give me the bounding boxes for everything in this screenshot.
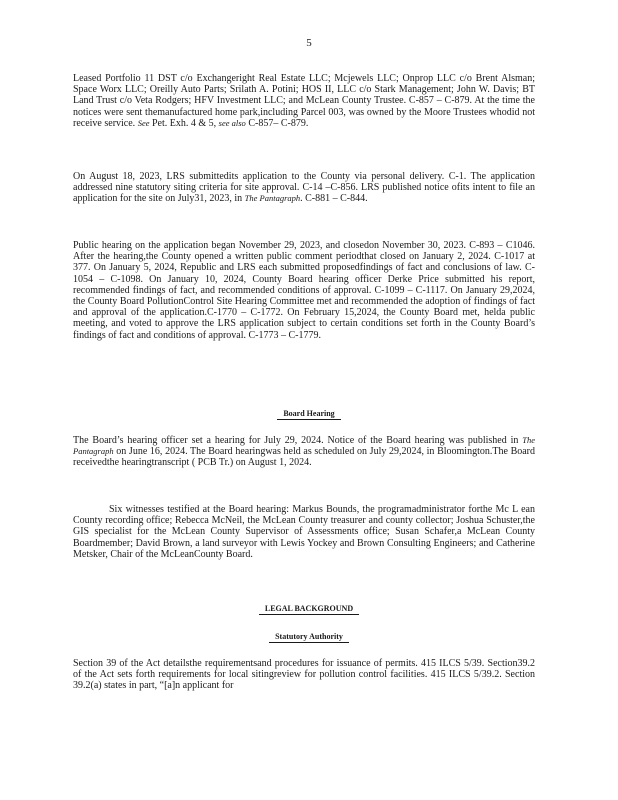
- paragraph-text: On August 18, 2023, LRS submittedits application to the County via personal delivery. C-1. The application addressed nine statutory siting criteria for site approval. C-14 –C-856. LRS published notice ofits intent to file an application for the site on July31, 2023, in: [73, 171, 535, 205]
- paragraph-text: Section 39 of the Act detailsthe requirementsand procedures for issuance of permits. 415 ILCS 5/39. Section39.2 of the Act sets forth requirements for local sitingreview for pollution control facilities. 415 ILCS 5/39.2. Section 39.2(a) states in part, “[a]n applicant for: [73, 658, 535, 692]
- paragraph-public-hearing: Public hearing on the application began November 29, 2023, and closedon November 30, 2023. C-893 – C1046. After the hearing,the County opened a written public comment periodthat closed on January 2, 2024. C-1017 at 377. On January 5, 2024, Republic and LRS each submitted proposedfindings of fact and conclusions of law. C-1054 – C-1098. On January 10, 2024, County Board hearing officer Derke Price submitted his report, recommended findings of fact, and recommended conditions of approval. C-1099 – C-1117. On January 29,2024, the County Board PollutionControl Site Hearing Committee met and recommended the adoption of findings of fact and approval of the application.C-1770 – C-1772. On February 15,2024, the County Board met, helda public meeting, and voted to approve the LRS application subject to certain conditions set forth in the County Board’s findings of fact and conditions of approval. C-1773 – C-1779.: [73, 240, 535, 341]
- paragraph-text: Leased Portfolio 11 DST c/o Exchangeright Real Estate LLC; Mcjewels LLC; Onprop LLC c/o Brent Alsman; Space Worx LLC; Oreilly Auto Parts; Srilath A. Potini; HOS II, LLC c/o Stark Management; John W. Davis; BT Land Trust c/o Veta Rodgers; HFV Investment LLC; and McLean County Trustee. C-857 – C-879. At the time the notices were sent themanufactured home park,including Parcel 003, was owned by the Moore Trustees whodid not receive service.: [73, 73, 535, 129]
- section-heading-legal-background: LEGAL BACKGROUND: [0, 604, 618, 613]
- section-heading-board-hearing: Board Hearing: [0, 409, 618, 418]
- paragraph-section-39: [73, 658, 535, 692]
- publication-name: The Pantagraph: [244, 193, 301, 204]
- paragraph-board-hearing: [73, 435, 535, 469]
- paragraph-text: on June 16, 2024. The Board hearingwas held as scheduled on July 29,2024, in Bloomington.The Board receivedthe hearingtranscript ( PCB Tr.) on August 1, 2024.: [73, 446, 536, 469]
- citation-signal: See: [137, 117, 150, 128]
- citation-signal: see also: [218, 117, 246, 128]
- paragraph-notice-recipients: [73, 73, 535, 129]
- paragraph-text: The Board’s hearing officer set a hearing for July 29, 2024. Notice of the Board hearing was published in: [73, 435, 519, 446]
- citation-text: C-857– C-879.: [248, 117, 309, 129]
- publication-name: The Pantagraph: [73, 435, 536, 457]
- paragraph-witnesses: Six witnesses testified at the Board hearing: Markus Bounds, the programadministrator forthe Mc L ean County recording office; Rebecca McNeil, the McLean County treasurer and county collector; Joshua Schuster,the GIS specialist for the McLean County Supervisor of Assessments office; Susan Schafer,a McLean County Boardmember; David Brown, a land surveyor with Lewis Yockey and Brown Consulting Engineers; and Catherine Metsker, Chair of the McLeanCounty Board.: [73, 504, 535, 560]
- paragraph-application-filing: [73, 171, 535, 205]
- paragraph-text: . C-881 – C-844.: [300, 193, 368, 205]
- subsection-heading-statutory-authority: Statutory Authority: [0, 632, 618, 641]
- citation-text: Pet. Exh. 4 & 5,: [151, 117, 217, 129]
- page-number: 5: [306, 37, 312, 49]
